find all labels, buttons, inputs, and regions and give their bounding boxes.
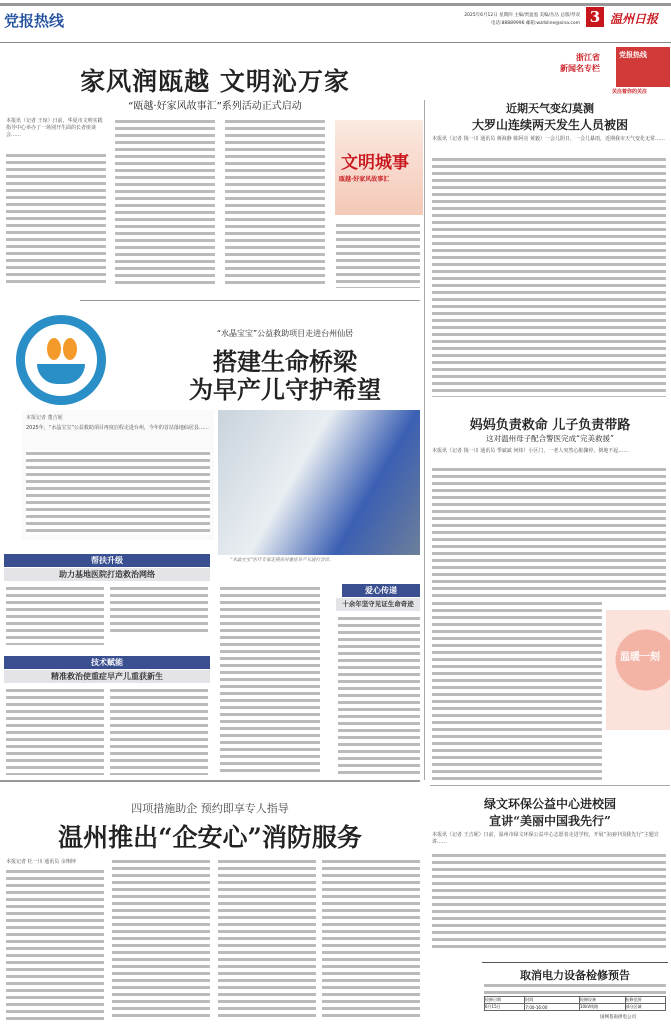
section-label: 帮扶升级 [4, 554, 210, 567]
text [6, 585, 104, 645]
page-number: 3 [586, 7, 604, 27]
green-title2: 宣讲“美丽中国我先行” [489, 814, 611, 828]
section-title: 精准救治使重症早产儿重获新生 [4, 670, 210, 683]
crystal-intro-box [22, 410, 214, 540]
notice-issuer: 国网苍南供电公司 [600, 1015, 636, 1020]
lead-text-col4 [336, 222, 420, 288]
text [218, 858, 316, 1020]
badge-line2: 新闻名专栏 [560, 64, 600, 73]
rescue-title: 妈妈负责救命 儿子负责带路 [469, 418, 631, 433]
column-logo: 党报热线 [616, 47, 670, 87]
fire-title: 温州推出“企安心”消防服务 [58, 823, 362, 852]
badge-line1: 浙江省 [576, 53, 600, 62]
rule [430, 785, 670, 786]
text [220, 585, 320, 775]
crystal-title2: 为早产儿守护希望 [189, 375, 381, 404]
header-rule [0, 42, 671, 43]
section-label: 技术赋能 [4, 656, 210, 669]
rescue-body: 本报讯（记者 钱一川 通讯员 季斌斌 何炜）小区门，一老人突然心脏骤停，倒地不起…… [432, 448, 666, 455]
date-line: 2025年6月12日 星期四 主编/贾盈盈 美编/丛丛 总版/琴双 [464, 13, 580, 18]
text [322, 858, 420, 1020]
rescue-text2 [432, 600, 602, 780]
th: 检修设备 [580, 997, 626, 1004]
section-title: 党报热线 [4, 12, 65, 30]
rescue-text [432, 466, 666, 599]
paper-logo: 温州日报 [610, 12, 659, 26]
weather-title1: 近期天气变幻莫测 [506, 102, 594, 115]
td: 部分区域 [625, 1004, 665, 1011]
lead-illustration [335, 120, 423, 215]
text [110, 687, 208, 775]
column-divider [424, 100, 425, 780]
crystal-byline: 本报记者 董吉妮 [26, 415, 63, 421]
rule [0, 780, 420, 782]
rule [80, 300, 420, 301]
green-body: 本报讯（记者 王吉妮）日前，温州市绿文环保公益中心志愿者走进学校，开展“美丽中国我先行”主题宣讲…… [432, 832, 666, 846]
notice-text [484, 982, 666, 994]
text [112, 858, 210, 1020]
lead-text-col2 [115, 118, 215, 288]
illustration-title: 文明城事 [341, 153, 409, 173]
photo-caption: “水晶宝宝”医疗专家走病房对重症早产儿进行会诊。 [230, 558, 334, 563]
fire-kicker: 四项措施助企 预约即享专人指导 [131, 802, 289, 815]
fire-byline: 本报记者 杜一川 通讯员 余翔钟 [6, 859, 76, 865]
illustration-sub: 瓯越·好家风故事汇 [339, 176, 390, 183]
contact-line: 电话:88889996 邮箱:wzrbline@sina.com [491, 21, 580, 26]
text [6, 868, 104, 1020]
weather-text [432, 156, 666, 397]
weather-body: 本报讯（记者 钱一川 通讯员 蒋海静 陈阿亮 黄毅）一会儿阴日，一会儿暴雨，近期我市天气变化无常…… [432, 136, 665, 142]
lead-headline: 家风润瓯越 文明沁万家 [80, 67, 350, 96]
crystal-photo [218, 410, 420, 555]
th: 检修日期 [485, 997, 525, 1004]
column-badge-text [560, 52, 600, 74]
crystal-intro: 2025年，“水晶宝宝”公益救助项目再度启程走进台州，今年的首站落地仙居县…… [26, 425, 209, 431]
green-text [432, 852, 666, 948]
warm-moment-stamp [606, 610, 670, 730]
th: 检修范围 [625, 997, 665, 1004]
lead-subtitle: “瓯越·好家风故事汇”系列活动正式启动 [128, 101, 302, 112]
rescue-subtitle: 这对温州母子配合警医完成“完美救援” [486, 434, 614, 443]
green-title1: 绿文环保公益中心进校园 [483, 797, 616, 811]
top-rule [0, 3, 671, 6]
crystal-logo [16, 315, 106, 405]
td: 7:00-16:00 [525, 1004, 580, 1011]
text [6, 687, 104, 775]
td: 6月15日 [485, 1004, 525, 1011]
notice-title: 取消电力设备检修预告 [520, 969, 630, 982]
section-title: 助力基地医院打造救治网络 [4, 568, 210, 581]
crystal-title1: 搭建生命桥梁 [213, 347, 357, 376]
weather-title2: 大罗山连续两天发生人员被困 [471, 118, 628, 132]
rule [482, 962, 668, 963]
lead-body: 本报讯（记者 王琼）日前，华夏市文明实践指导中心举办了一场别开生面的长者座谈会…… [6, 118, 106, 139]
th: 时间 [525, 997, 580, 1004]
notice-table [484, 996, 666, 1011]
text [338, 615, 420, 775]
stamp-text: 温暖一刻 [620, 652, 660, 663]
text [110, 585, 208, 635]
lead-text-col1 [6, 152, 106, 287]
section-title: 十余年坚守见证生命奇迹 [336, 598, 420, 611]
crystal-kicker: “水晶宝宝”公益救助项目走进台州仙居 [216, 329, 354, 338]
lead-text-col3 [225, 118, 325, 288]
column-slogan: 关注着你的关注 [612, 89, 648, 95]
section-label: 爱心传递 [342, 584, 420, 597]
td: 10kV线路 [580, 1004, 626, 1011]
